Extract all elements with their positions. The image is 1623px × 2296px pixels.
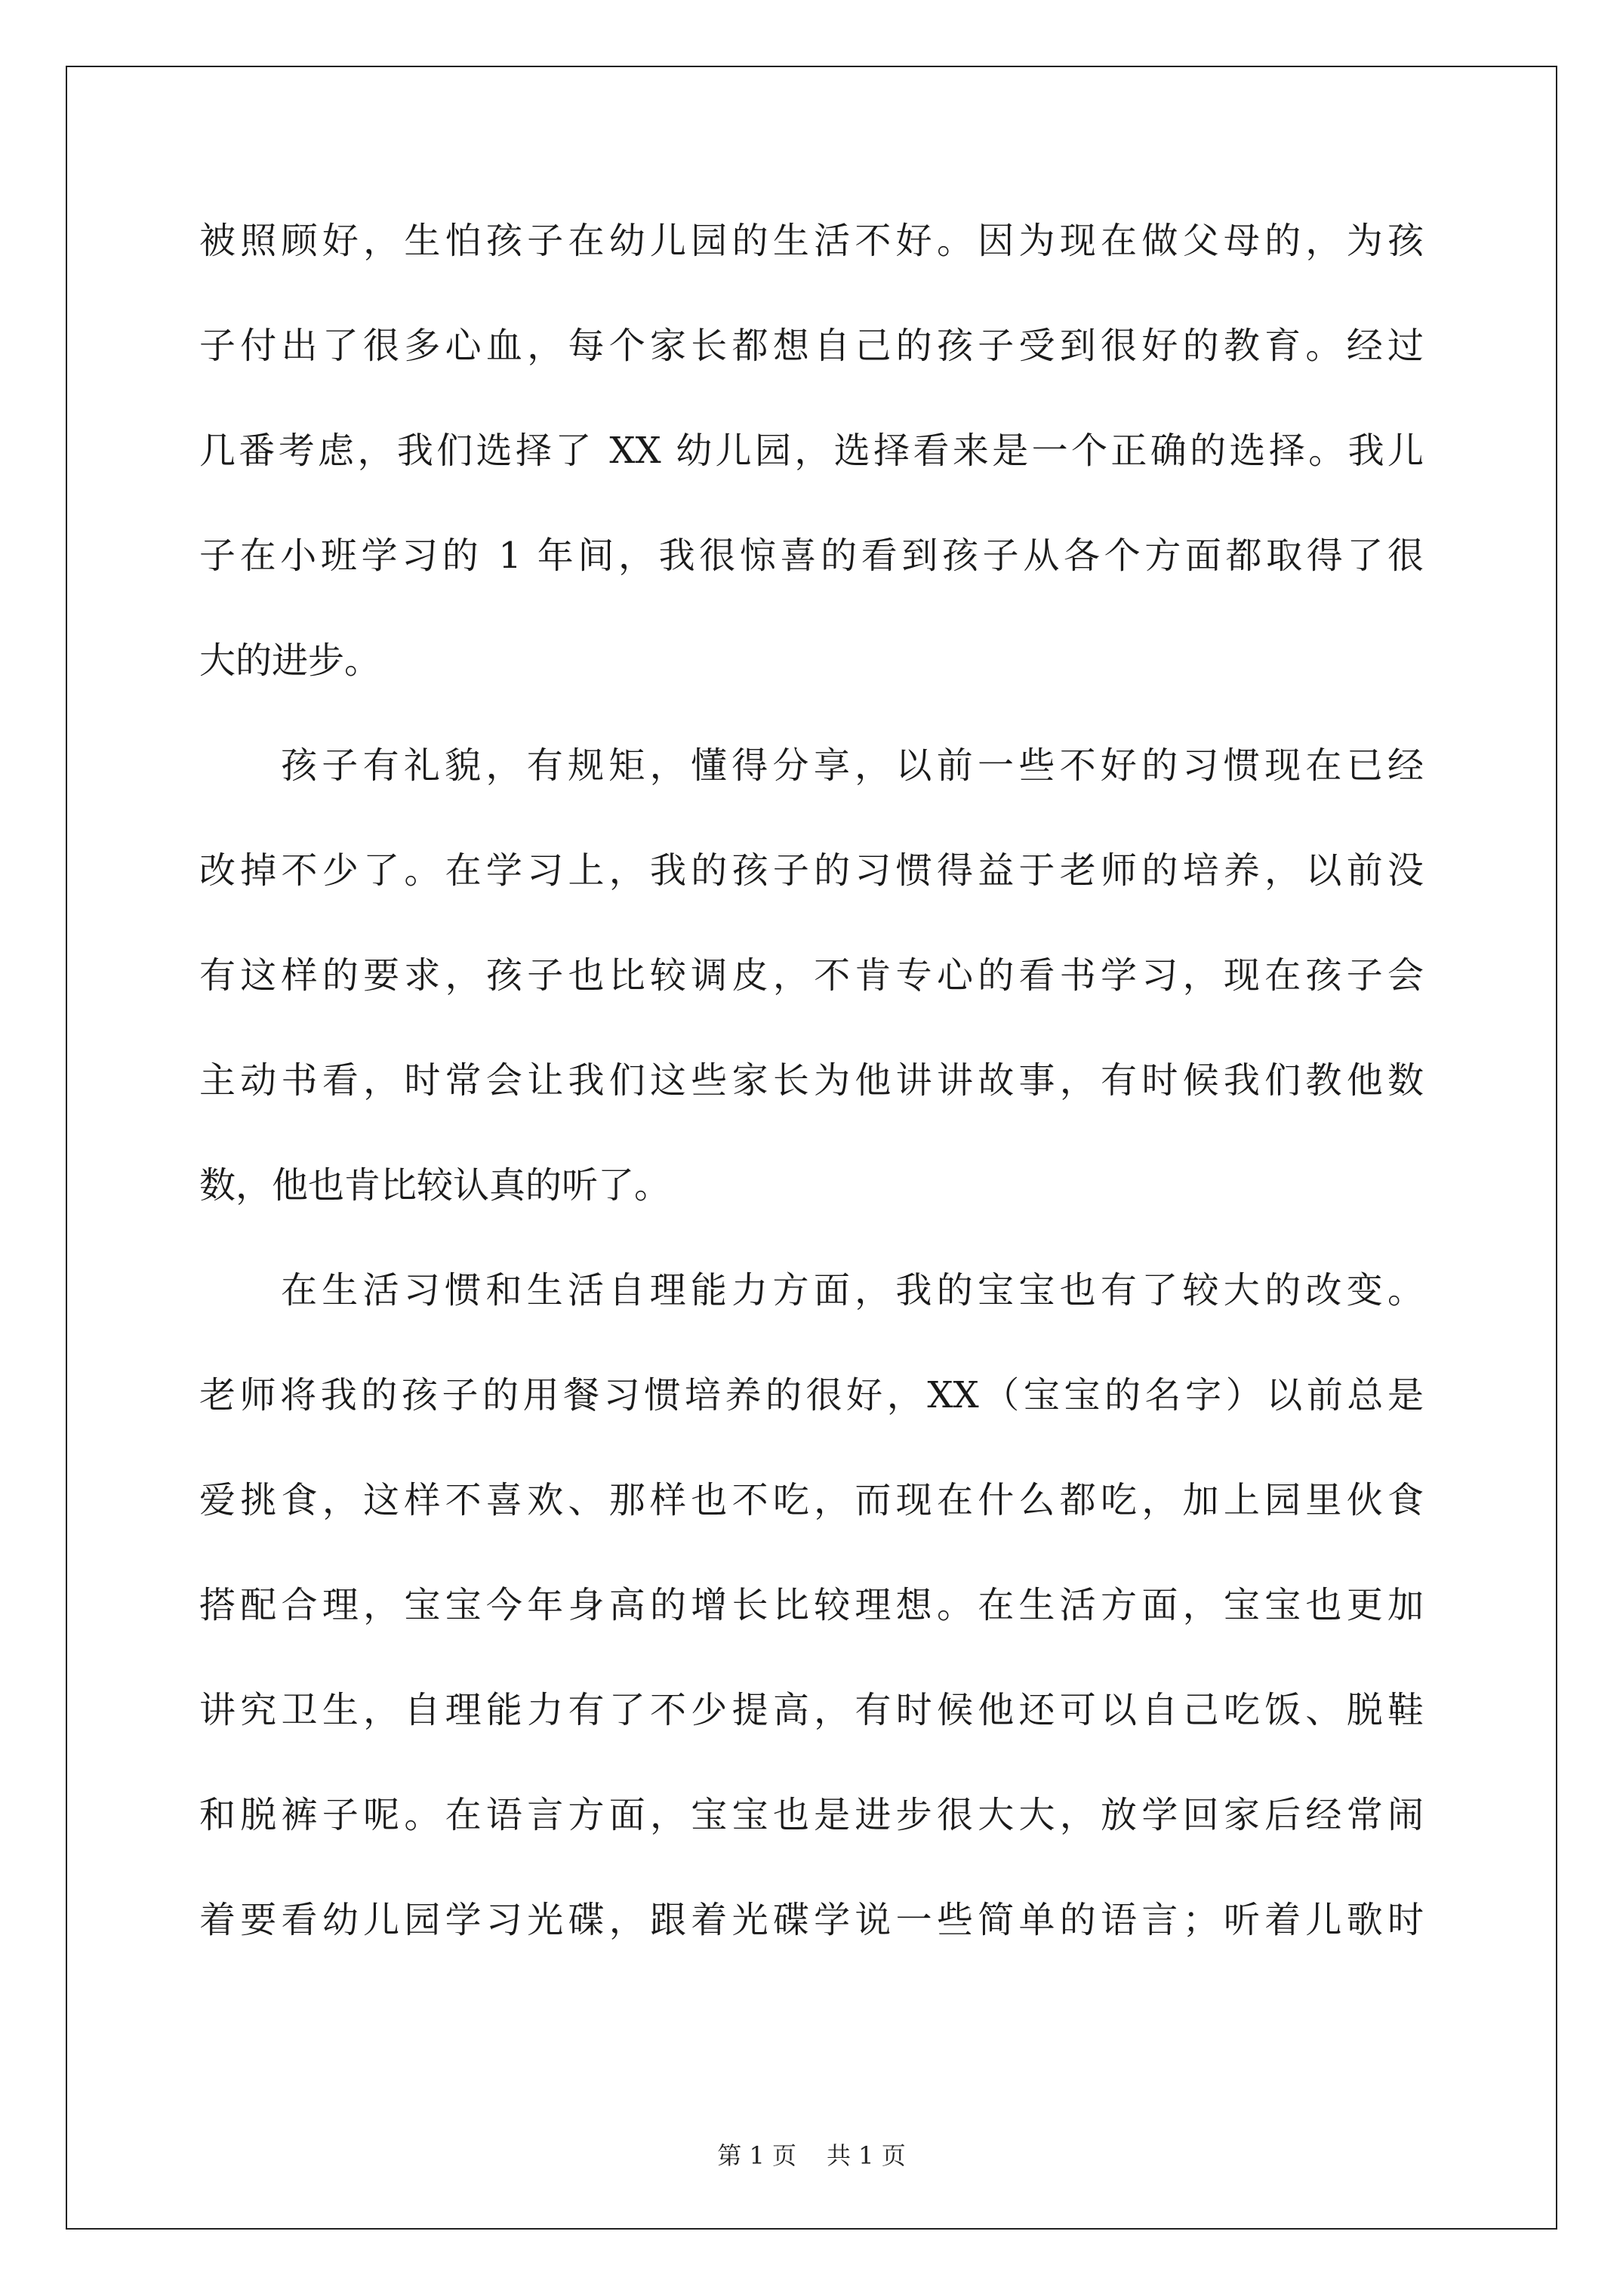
text-line: 爱挑食，这样不喜欢、那样也不吃，而现在什么都吃，加上园里伙食 <box>199 1479 1424 1521</box>
text-line: 被照顾好，生怕孩子在幼儿园的生活不好。因为现在做父母的，为孩 <box>199 220 1424 262</box>
text-line-paragraph-end: 大的进步。 <box>199 639 381 682</box>
page-total: 共 1 页 <box>827 2141 906 2170</box>
text-line-paragraph-end: 数，他也肯比较认真的听了。 <box>199 1164 671 1207</box>
text-line: 改掉不少了。在学习上，我的孩子的习惯得益于老师的培养，以前没 <box>199 849 1424 892</box>
text-line: 搭配合理，宝宝今年身高的增长比较理想。在生活方面，宝宝也更加 <box>199 1584 1424 1626</box>
text-line: 着要看幼儿园学习光碟，跟着光碟学说一些简单的语言；听着儿歌时 <box>199 1899 1424 1941</box>
page-footer <box>0 2140 1623 2171</box>
text-line-paragraph-start: 在生活习惯和生活自理能力方面，我的宝宝也有了较大的改变。 <box>281 1269 1424 1311</box>
document-body <box>199 189 1424 1973</box>
text-line: 几番考虑，我们选择了 XX 幼儿园，选择看来是一个正确的选择。我儿 <box>199 430 1424 472</box>
page-number: 第 1 页 <box>717 2141 796 2170</box>
text-line: 有这样的要求，孩子也比较调皮，不肯专心的看书学习，现在孩子会 <box>199 954 1424 997</box>
text-line: 讲究卫生，自理能力有了不少提高，有时候他还可以自己吃饭、脱鞋 <box>199 1689 1424 1731</box>
text-line: 子付出了很多心血，每个家长都想自己的孩子受到很好的教育。经过 <box>199 325 1424 367</box>
text-line: 老师将我的孩子的用餐习惯培养的很好，XX（宝宝的名字）以前总是 <box>199 1374 1424 1416</box>
text-line: 和脱裤子呢。在语言方面，宝宝也是进步很大大，放学回家后经常闹 <box>199 1794 1424 1836</box>
text-line: 主动书看，时常会让我们这些家长为他讲讲故事，有时候我们教他数 <box>199 1059 1424 1102</box>
text-line: 子在小班学习的 1 年间，我很惊喜的看到孩子从各个方面都取得了很 <box>199 535 1424 577</box>
text-line-paragraph-start: 孩子有礼貌，有规矩，懂得分享，以前一些不好的习惯现在已经 <box>281 744 1424 787</box>
